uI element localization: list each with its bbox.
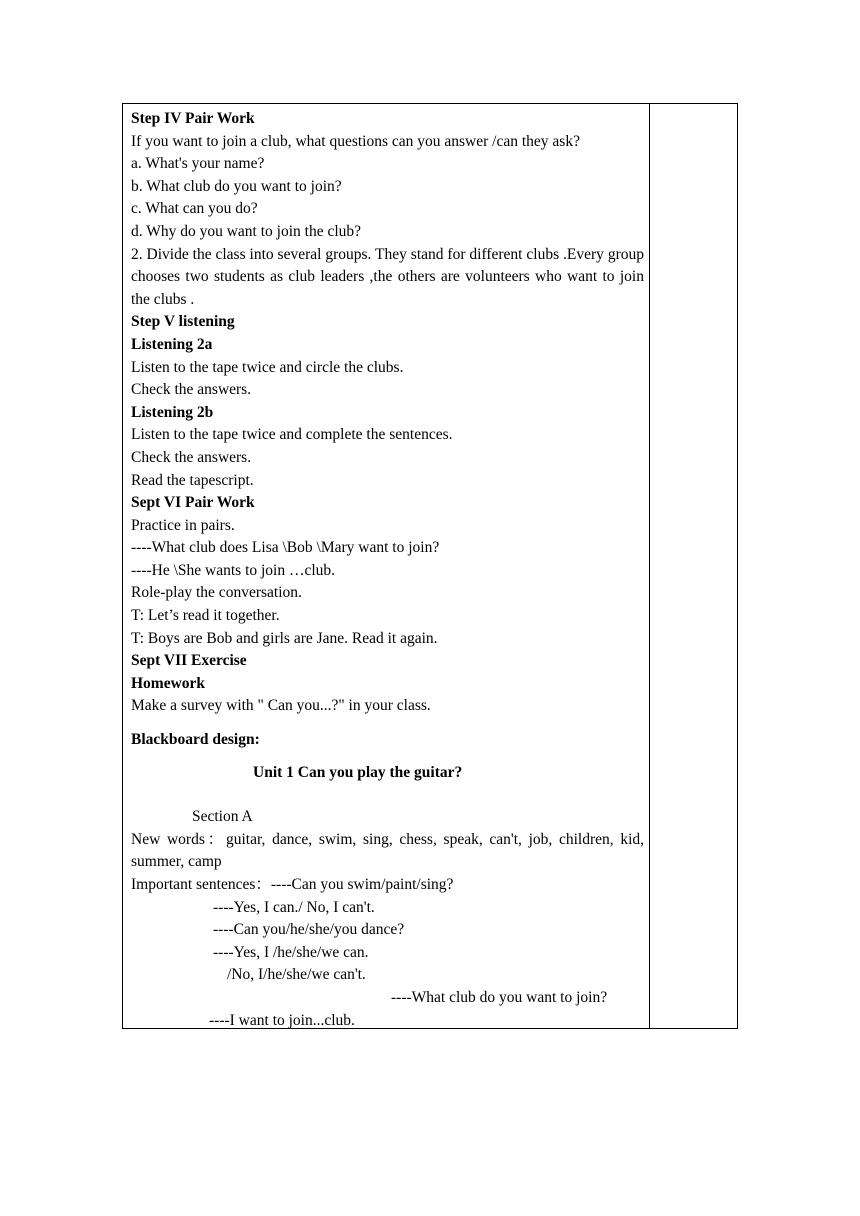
lesson-plan-table bbox=[122, 103, 738, 1029]
listening-2b-heading: Listening 2b bbox=[131, 403, 214, 421]
lesson-content-cell bbox=[131, 108, 644, 1032]
step4-divide-paragraph: 2. Divide the class into several groups. They stand for different clubs .Every group chooses two students as club leaders ,the others are volunteers who want to join the clubs . bbox=[131, 245, 644, 308]
blackboard-section: Section A bbox=[192, 808, 253, 826]
listening-2b-line: Listen to the tape twice and complete the sentences. bbox=[131, 426, 453, 444]
step6-line: T: Let’s read it together. bbox=[131, 607, 280, 625]
blackboard-new-words: New words：guitar, dance, swim, sing, chess, speak, can't, job, children, kid, summer, camp bbox=[131, 830, 644, 871]
step4-heading: Step IV Pair Work bbox=[131, 110, 255, 127]
blackboard-answer: /No, I/he/she/we can't. bbox=[227, 966, 366, 984]
blackboard-question: ----Can you/he/she/you dance? bbox=[213, 921, 405, 939]
step6-heading: Sept VI Pair Work bbox=[131, 494, 255, 512]
listening-2a-line: Listen to the tape twice and circle the clubs. bbox=[131, 358, 404, 376]
step6-line: ----What club does Lisa \Bob \Mary want to join? bbox=[131, 539, 440, 557]
blackboard-heading: Blackboard design: bbox=[131, 731, 260, 749]
listening-2b-line: Check the answers. bbox=[131, 448, 252, 466]
homework-text: Make a survey with " Can you...?" in your class. bbox=[131, 697, 431, 715]
blackboard-answer: ----Yes, I /he/she/we can. bbox=[213, 943, 369, 961]
blackboard-answer: ----Yes, I can./ No, I can't. bbox=[213, 898, 375, 916]
step4-item: c. What can you do? bbox=[131, 200, 258, 218]
blackboard-important-sentences: Important sentences：----Can you swim/paint/sing? bbox=[131, 876, 454, 893]
step6-line: ----He \She wants to join …club. bbox=[131, 561, 336, 579]
blackboard-answer: ----I want to join...club. bbox=[209, 1011, 355, 1029]
column-divider bbox=[649, 104, 650, 1028]
step5-heading: Step V listening bbox=[131, 313, 235, 331]
step4-item: d. Why do you want to join the club? bbox=[131, 222, 362, 240]
step4-question: If you want to join a club, what questions can you answer /can they ask? bbox=[131, 132, 580, 150]
blackboard-question: ----What club do you want to join? bbox=[391, 988, 608, 1006]
step4-item: b. What club do you want to join? bbox=[131, 177, 342, 195]
step6-line: Role-play the conversation. bbox=[131, 584, 302, 602]
listening-2b-line: Read the tapescript. bbox=[131, 471, 254, 489]
step6-line: Practice in pairs. bbox=[131, 516, 235, 534]
step7-heading: Sept VII Exercise bbox=[131, 652, 247, 670]
listening-2a-line: Check the answers. bbox=[131, 381, 252, 399]
blackboard-title: Unit 1 Can you play the guitar? bbox=[253, 763, 463, 781]
homework-heading: Homework bbox=[131, 674, 206, 692]
listening-2a-heading: Listening 2a bbox=[131, 335, 213, 353]
step6-line: T: Boys are Bob and girls are Jane. Read it again. bbox=[131, 629, 438, 647]
step4-item: a. What's your name? bbox=[131, 155, 265, 173]
